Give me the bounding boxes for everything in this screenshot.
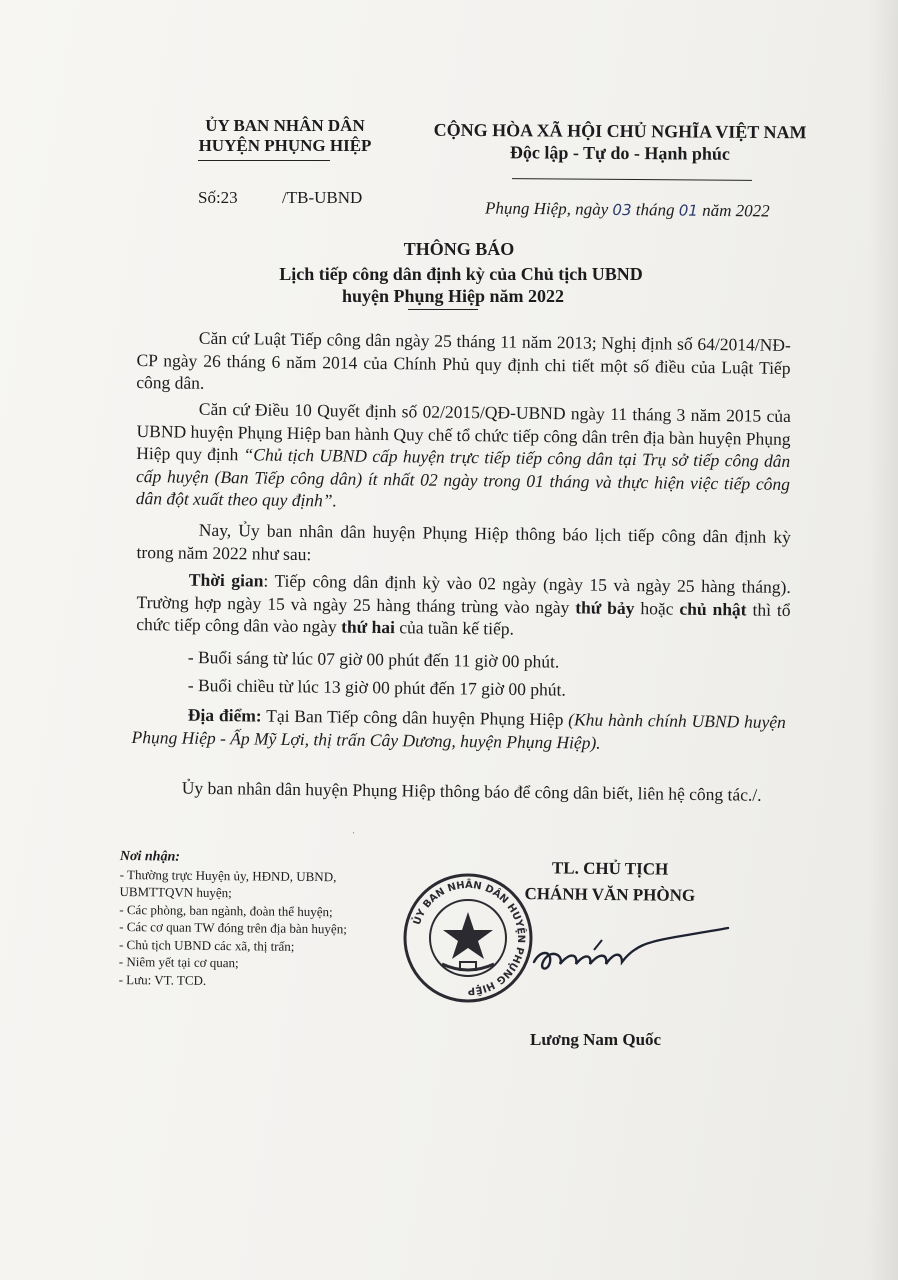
document-subtitle-line1: Lịch tiếp công dân định kỳ của Chủ tịch UBND xyxy=(279,264,643,284)
time-bold-saturday: thứ bảy xyxy=(575,596,635,618)
quoted-regulation: “Chủ tịch UBND cấp huyện trực tiếp tiếp công dân tại Trụ sở tiếp công dân cấp huyện (Ban Tiếp công dân) ít nhất 02 ngày trong 01 tháng và thực hiện việc tiếp công dân đột xuất theo quy định”. xyxy=(135,444,791,511)
recipient-item: - Các phòng, ban ngành, đoàn thể huyện; xyxy=(119,901,333,919)
document-number-suffix: /TB-UBND xyxy=(282,188,363,207)
nation-motto: Độc lập - Tự do - Hạnh phúc xyxy=(509,142,731,164)
time-text-1: : Tiếp công dân định kỳ vào 02 ngày (ngày 15 và ngày 25 hàng tháng). Trường hợp ngày 15 và ngày 25 hàng tháng trùng vào ngày xyxy=(136,570,791,617)
date-month-label: tháng xyxy=(635,200,675,220)
legal-basis-paragraph-1: Căn cứ Luật Tiếp công dân ngày 25 tháng 11 năm 2013; Nghị định số 64/2014/NĐ-CP ngày 26 tháng 6 năm 2014 của Chính Phủ quy định chi tiết một số điều của Luật Tiếp công dân. xyxy=(136,327,791,393)
handwritten-signature-icon xyxy=(530,920,730,990)
date-month-handwritten: 01 xyxy=(678,201,698,220)
afternoon-session: - Buổi chiều từ lúc 13 giờ 00 phút đến 17 giờ 00 phút. xyxy=(187,674,566,700)
issue-date xyxy=(485,199,770,222)
date-day-handwritten: 03 xyxy=(612,200,632,220)
motto-underline xyxy=(512,178,752,181)
morning-session: - Buổi sáng từ lúc 07 giờ 00 phút đến 11 giờ 00 phút. xyxy=(187,646,560,672)
time-label: Thời gian xyxy=(188,569,264,591)
recipient-item: - Thường trực Huyện ủy, HĐND, UBND, xyxy=(119,866,337,884)
recipients-label: Nơi nhận: xyxy=(119,848,181,865)
signatory-name: Lương Nam Quốc xyxy=(530,1030,662,1049)
date-prefix: Phụng Hiệp, ngày xyxy=(484,198,609,219)
document-number-label: Số:23 xyxy=(198,188,238,207)
recipient-item: - Các cơ quan TW đóng trên địa bàn huyện; xyxy=(119,918,347,937)
org-name-line2: HUYỆN PHỤNG HIỆP xyxy=(198,136,372,155)
recipient-item: - Chủ tịch UBND các xã, thị trấn; xyxy=(118,936,295,954)
signatory-title-line2: CHÁNH VĂN PHÒNG xyxy=(524,884,696,905)
recipient-item: - Lưu: VT. TCD. xyxy=(118,971,207,988)
time-text-2: hoặc xyxy=(634,597,680,619)
recipients-block xyxy=(119,848,420,991)
nation-name: CỘNG HÒA XÃ HỘI CHỦ NGHĨA VIỆT NAM xyxy=(433,119,807,143)
schedule-place-paragraph xyxy=(131,703,786,756)
official-seal-icon xyxy=(402,872,534,1004)
seal-ring-text: ỦY BAN NHÂN DÂN HUYỆN PHỤNG HIỆP xyxy=(411,879,527,997)
title-underline xyxy=(408,309,478,310)
time-bold-monday: thứ hai xyxy=(341,616,396,638)
org-name-line1: ỦY BAN NHÂN DÂN xyxy=(205,116,365,135)
time-bold-sunday: chủ nhật xyxy=(679,598,747,619)
issuing-organization xyxy=(175,116,395,156)
time-text-4: của tuần kế tiếp. xyxy=(394,617,515,639)
national-header xyxy=(420,119,820,166)
time-text-3: thì tổ chức tiếp công dân vào ngày xyxy=(136,598,791,637)
org-underline xyxy=(198,160,330,161)
schedule-time-paragraph xyxy=(136,568,791,643)
stray-mark: ˈ xyxy=(352,831,356,842)
closing-paragraph: Ủy ban nhân dân huyện Phụng Hiệp thông báo để công dân biết, liên hệ công tác./. xyxy=(181,777,762,805)
document-title: THÔNG BÁO xyxy=(403,239,515,259)
place-address: (Khu hành chính UBND huyện Phụng Hiệp - Ấp Mỹ Lợi, thị trấn Cây Dương, huyện Phụng Hiệp). xyxy=(131,709,786,753)
legal-basis-paragraph-2 xyxy=(136,397,791,517)
recipient-item: - Niêm yết tại cơ quan; xyxy=(118,953,239,971)
signatory-title-line1: TL. CHỦ TỊCH xyxy=(551,858,669,879)
place-label: Địa điểm: xyxy=(187,704,262,726)
recipient-item: UBMTTQVN huyện; xyxy=(119,883,232,901)
legal-basis-text: Căn cứ Điều 10 Quyết định số 02/2015/QĐ-UBND ngày 11 tháng 3 năm 2015 của UBND huyện Phụng Hiệp ban hành Quy chế tổ chức tiếp công dân trên địa bàn huyện Phụng Hiệp quy định xyxy=(136,398,791,465)
date-year: năm 2022 xyxy=(702,200,770,221)
place-text: Tại Ban Tiếp công dân huyện Phụng Hiệp xyxy=(261,705,569,730)
announcement-intro: Nay, Ủy ban nhân dân huyện Phụng Hiệp thông báo lịch tiếp công dân định kỳ trong năm 2022 như sau: xyxy=(136,519,791,564)
document-subtitle-line2: huyện Phụng Hiệp năm 2022 xyxy=(341,286,565,306)
